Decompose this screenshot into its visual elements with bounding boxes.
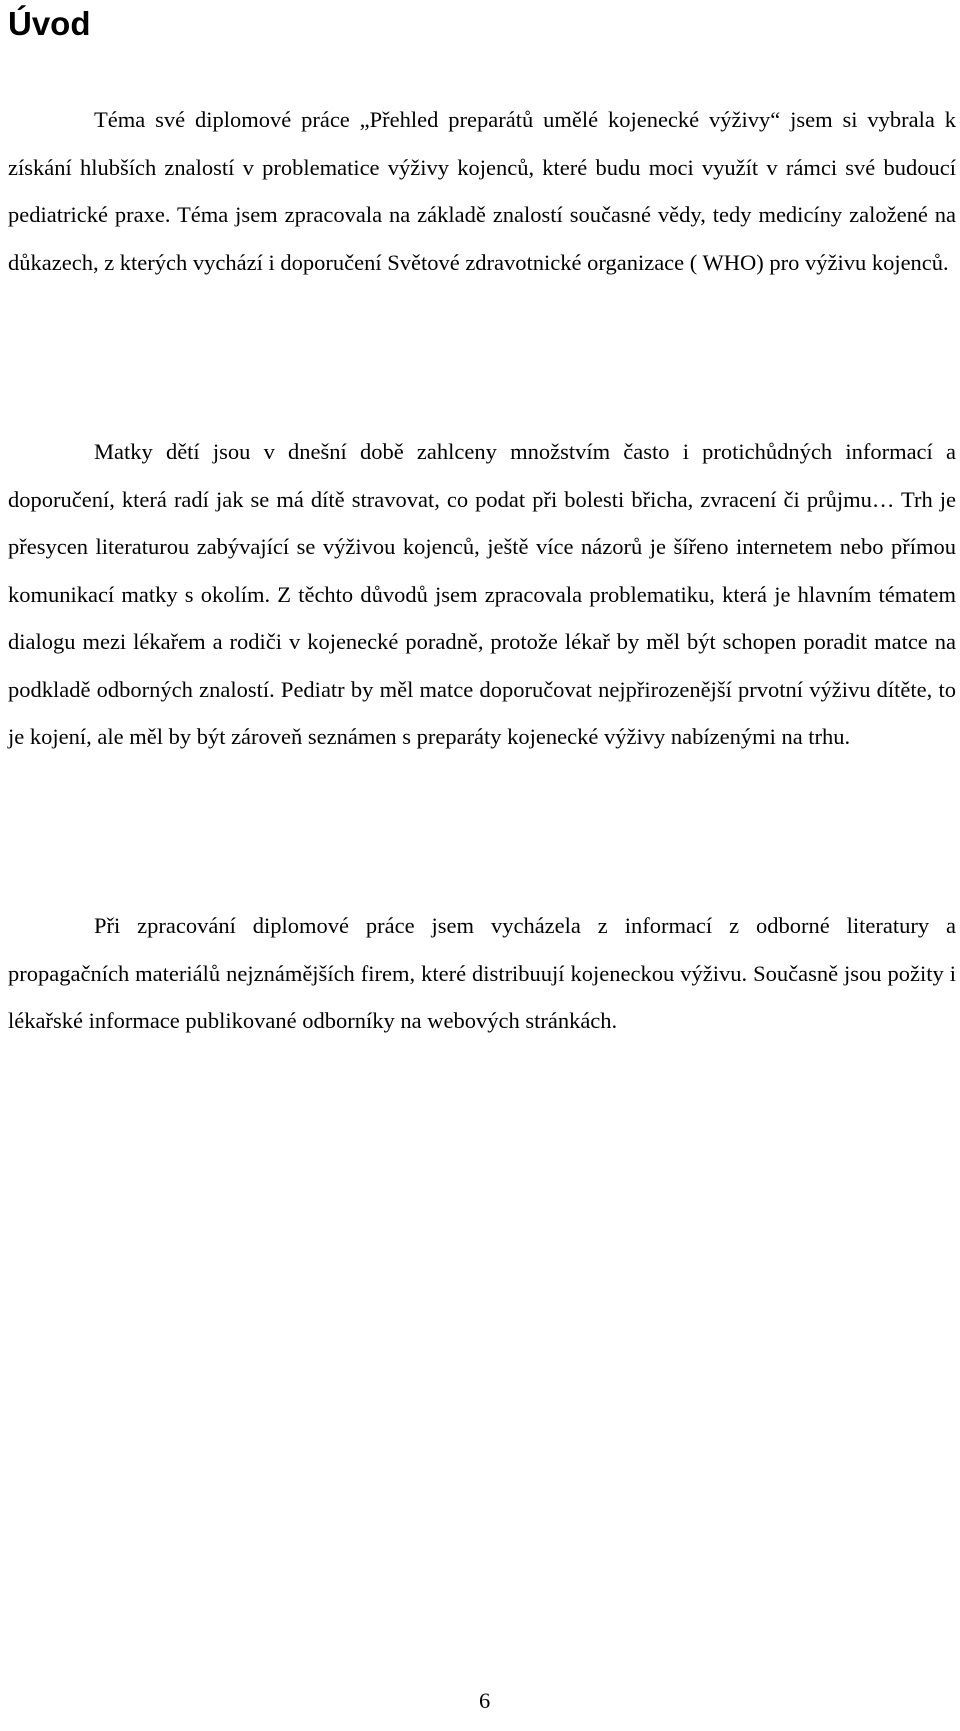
section-heading: Úvod xyxy=(8,5,91,42)
paragraph-sources: Při zpracování diplomové práce jsem vycházela z informací z odborné literatury a propagačních materiálů nejznámějších firem, které distribuují kojeneckou výživu. Současně jsou požity i lékařské informace publikované odborníky na webových stránkách. xyxy=(8,913,956,1033)
paragraph-mothers: Matky dětí jsou v dnešní době zahlceny množstvím často i protichůdných informací a doporučení, která radí jak se má dítě stravovat, co podat při bolesti břicha, zvracení či průjmu… Trh je přesycen literaturou zabývající se výživou kojenců, ještě více názorů je šířeno internetem nebo přímou komunikací matky s okolím. Z těchto důvodů jsem zpracovala problematiku, která je hlavním tématem dialogu mezi lékařem a rodiči v kojenecké poradně, protože lékař by měl být schopen poradit matce na podkladě odborných znalostí. Pediatr by měl matce doporučovat nejpřirozenější prvotní výživu dítěte, to je kojení, ale měl by být zároveň seznámen s preparáty kojenecké výživy nabízenými na trhu. xyxy=(8,439,956,749)
paragraph-intro: Téma své diplomové práce „Přehled preparátů umělé kojenecké výživy“ jsem si vybrala k získání hlubších znalostí v problematice výživy kojenců, které budu moci využít v rámci své budoucí pediatrické praxe. Téma jsem zpracovala na základě znalostí současné vědy, tedy medicíny založené na důkazech, z kterých vychází i doporučení Světové zdravotnické organizace ( WHO) pro výživu kojenců. xyxy=(8,107,956,275)
document-page xyxy=(8,0,956,1731)
page-number: 6 xyxy=(479,1688,491,1713)
